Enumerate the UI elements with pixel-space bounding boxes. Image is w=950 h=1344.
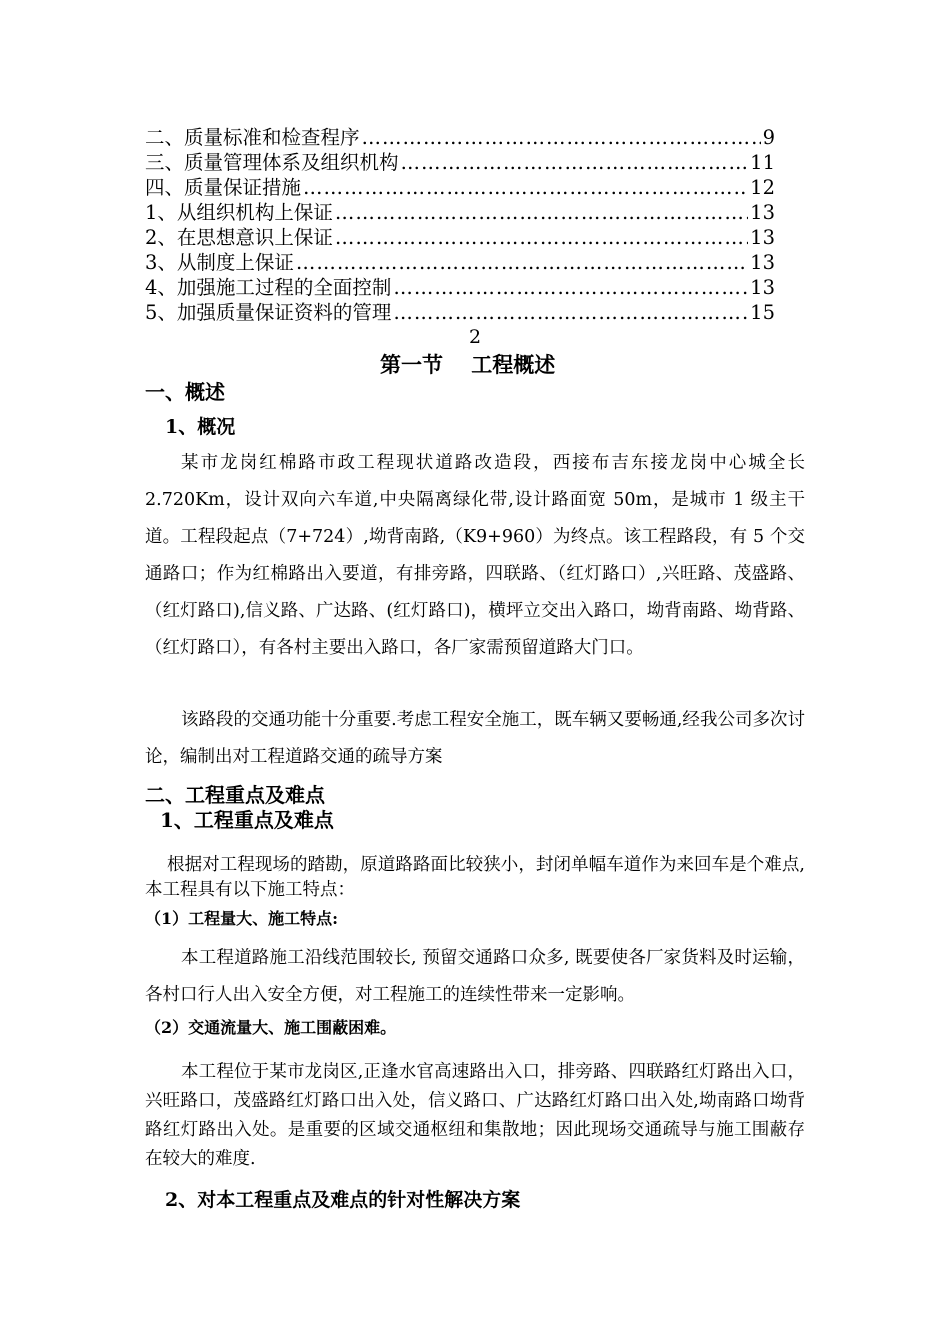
section-title: 第一节 工程概述: [380, 352, 556, 377]
paragraph-point-2: 本工程位于某市龙岗区,正逢水官高速路出入口，排旁路、四联路红灯路出入口，兴旺路口，茂盛路红灯路口出入处，信义路口、广达路红灯路口出入处,坳南路口坳背路红灯路出入处。是重要的区域交通枢纽和集散地；因此现场交通疏导与施工围蔽存在较大的难度.: [145, 1062, 805, 1169]
toc-entry-title: 三、质量管理体系及组织机构: [145, 151, 399, 174]
toc-leader-dots: [362, 126, 761, 150]
toc-leader-dots: [335, 226, 748, 250]
toc-entry[interactable]: [145, 201, 775, 225]
toc-entry[interactable]: [145, 226, 775, 250]
paragraph-key-difficulties: 根据对工程现场的踏勘，原道路路面比较狭小，封闭单幅车道作为来回车是个难点,本工程具有以下施工特点：: [145, 855, 805, 900]
toc-leader-dots: [393, 301, 748, 325]
toc-entry-page: 13: [750, 276, 775, 299]
toc-entry[interactable]: [145, 151, 775, 175]
heading-point-2: （2）交通流量大、施工围蔽困难。: [145, 1018, 397, 1037]
toc-entry-page: 11: [750, 151, 775, 174]
toc-entry-title: 5、加强质量保证资料的管理: [145, 301, 392, 324]
heading-key-difficulties: 二、工程重点及难点: [145, 783, 325, 807]
heading-point-1: （1）工程量大、施工特点:: [145, 909, 339, 928]
toc-entry-title: 1、从组织机构上保证: [145, 201, 333, 224]
heading-key-difficulties-sub: 1、工程重点及难点: [160, 808, 334, 832]
toc-entry-title: 二、质量标准和检查程序: [145, 126, 360, 149]
heading-solution: 2、对本工程重点及难点的针对性解决方案: [165, 1189, 521, 1211]
toc-leader-dots: [401, 151, 749, 175]
toc-leader-dots: [296, 251, 748, 275]
toc-entry-title: 2、在思想意识上保证: [145, 226, 333, 249]
toc-entry[interactable]: [145, 251, 775, 275]
heading-situation: 1、概况: [165, 416, 236, 438]
paragraph-point-1: 本工程道路施工沿线范围较长, 预留交通路口众多, 既要使各厂家货料及时运输，各村口行人出入安全方便，对工程施工的连续性带来一定影响。: [145, 948, 805, 1005]
toc-entry-title: 3、从制度上保证: [145, 251, 294, 274]
heading-overview: 一、概述: [145, 380, 225, 404]
toc-leader-dots: [303, 176, 748, 200]
toc-entry-title: 四、质量保证措施: [145, 176, 302, 199]
toc-entry[interactable]: [145, 301, 775, 325]
toc-entry[interactable]: [145, 276, 775, 300]
paragraph-situation: 某市龙岗红棉路市政工程现状道路改造段，西接布吉东接龙岗中心城全长2.720Km，设计双向六车道,中央隔离绿化带,设计路面宽 50m，是城市 1 级主干道。工程段起点（7+724）,坳背南路,（K9+960）为终点。该工程路段，有 5 个交通路口；作为红棉路出入要道，有排旁路，四联路、（红灯路口）,兴旺路、茂盛路、（红灯路口),信义路、广达路、(红灯路口)，横坪立交出入路口，坳背南路、坳背路、（红灯路口），有各村主要出入路口，各厂家需预留道路大门口。: [145, 453, 805, 658]
toc-entry-page: 13: [750, 201, 775, 224]
toc-entry-page: 15: [750, 301, 775, 324]
toc-leader-dots: [335, 201, 748, 225]
toc-leader-dots: [393, 276, 748, 300]
toc-entry[interactable]: [145, 176, 775, 200]
toc-entry-page: 13: [750, 226, 775, 249]
toc-entry-page: 9: [762, 126, 775, 149]
page-number: 2: [468, 326, 482, 348]
toc-entry-page: 13: [750, 251, 775, 274]
toc-entry-title: 4、加强施工过程的全面控制: [145, 276, 392, 299]
toc-entry[interactable]: [145, 126, 775, 150]
toc-entry-page: 12: [750, 176, 775, 199]
paragraph-traffic: 该路段的交通功能十分重要.考虑工程安全施工，既车辆又要畅通,经我公司多次讨论，编制出对工程道路交通的疏导方案: [145, 710, 805, 767]
